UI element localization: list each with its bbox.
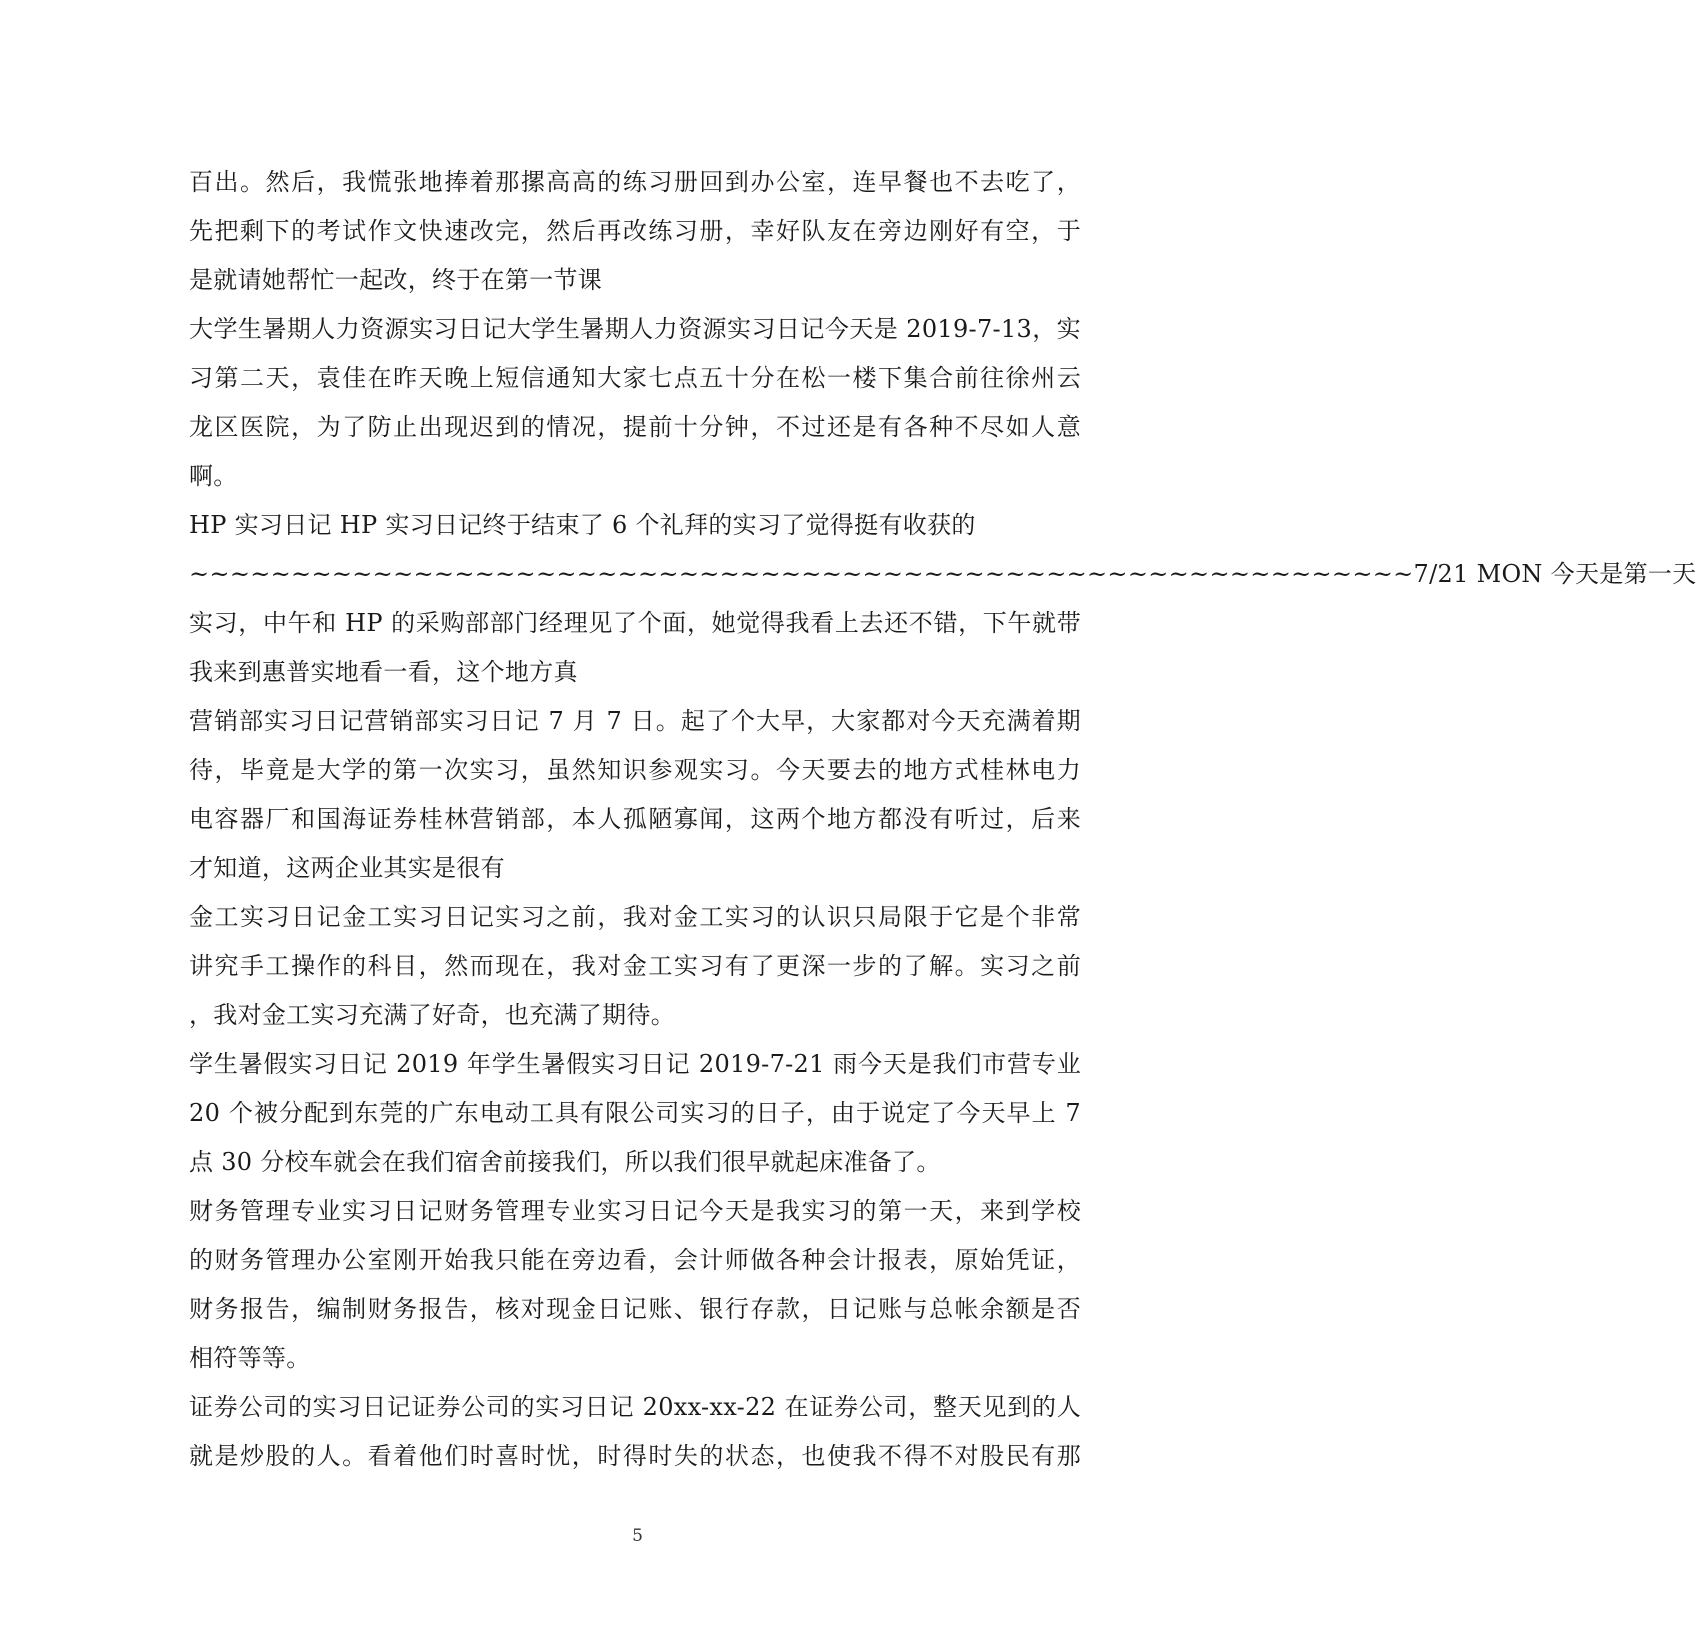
paragraph-1 <box>189 158 1081 305</box>
paragraph-2 <box>189 305 1081 501</box>
text-line: 待，毕竟是大学的第一次实习，虽然知识参观实习。今天要去的地方式桂林电力 <box>189 756 1081 784</box>
text-line: 的财务管理办公室刚开始我只能在旁边看，会计师做各种会计报表，原始凭证， <box>189 1246 1081 1274</box>
text-line: 大学生暑期人力资源实习日记大学生暑期人力资源实习日记今天是 2019-7-13，实 <box>189 315 1081 343</box>
text-line: 才知道，这两企业其实是很有 <box>189 854 505 882</box>
paragraph-7 <box>189 1187 1081 1383</box>
text-line: 财务管理专业实习日记财务管理专业实习日记今天是我实习的第一天，来到学校 <box>189 1197 1081 1225</box>
paragraph-4 <box>189 697 1081 893</box>
text-line: 点 30 分校车就会在我们宿舍前接我们，所以我们很早就起床准备了。 <box>189 1148 941 1176</box>
page-number: 5 <box>632 1526 643 1546</box>
text-line: 我来到惠普实地看一看，这个地方真 <box>189 658 578 686</box>
document-body <box>189 158 1696 1481</box>
text-line: 就是炒股的人。看着他们时喜时忧，时得时失的状态，也使我不得不对股民有那 <box>189 1442 1081 1470</box>
text-line: 实习，中午和 HP 的采购部部门经理见了个面，她觉得我看上去还不错，下午就带 <box>189 609 1081 637</box>
text-line: 财务报告，编制财务报告，核对现金日记账、银行存款，日记账与总帐余额是否 <box>189 1295 1081 1323</box>
text-line: 啊。 <box>189 462 238 490</box>
text-line: 先把剩下的考试作文快速改完，然后再改练习册，幸好队友在旁边刚好有空，于 <box>189 217 1081 245</box>
paragraph-5 <box>189 893 1081 1040</box>
text-line: ，我对金工实习充满了好奇，也充满了期待。 <box>189 1001 675 1029</box>
text-line: 是就请她帮忙一起改，终于在第一节课 <box>189 266 603 294</box>
text-line: 习第二天，袁佳在昨天晚上短信通知大家七点五十分在松一楼下集合前往徐州云 <box>189 364 1081 392</box>
paragraph-3 <box>189 501 1696 697</box>
text-line: 20 个被分配到东莞的广东电动工具有限公司实习的日子，由于说定了今天早上 7 <box>189 1099 1081 1127</box>
text-line: HP 实习日记 HP 实习日记终于结束了 6 个礼拜的实习了觉得挺有收获的 <box>189 511 976 539</box>
text-line: 营销部实习日记营销部实习日记 7 月 7 日。起了个大早，大家都对今天充满着期 <box>189 707 1081 735</box>
text-line: 学生暑假实习日记 2019 年学生暑假实习日记 2019-7-21 雨今天是我们市营专业 <box>189 1050 1081 1078</box>
text-line: 金工实习日记金工实习日记实习之前，我对金工实习的认识只局限于它是个非常 <box>189 903 1081 931</box>
text-line: 龙区医院，为了防止出现迟到的情况，提前十分钟，不过还是有各种不尽如人意 <box>189 413 1081 441</box>
paragraph-6 <box>189 1040 1081 1187</box>
text-line: 电容器厂和国海证券桂林营销部，本人孤陋寡闻，这两个地方都没有听过，后来 <box>189 805 1081 833</box>
paragraph-8 <box>189 1383 1081 1481</box>
text-line: 证券公司的实习日记证券公司的实习日记 20xx-xx-22 在证券公司，整天见到的人 <box>189 1393 1081 1421</box>
text-line: 百出。然后，我慌张地捧着那摞高高的练习册回到办公室，连早餐也不去吃了， <box>189 168 1081 196</box>
text-line: 相符等等。 <box>189 1344 311 1372</box>
text-line: 讲究手工操作的科目，然而现在，我对金工实习有了更深一步的了解。实习之前 <box>189 952 1081 980</box>
text-line: ~~~~~~~~~~~~~~~~~~~~~~~~~~~~~~~~~~~~~~~~~~~~~~~~~~~~~~~~~~~~7/21 MON 今天是第一天 <box>189 560 1696 588</box>
